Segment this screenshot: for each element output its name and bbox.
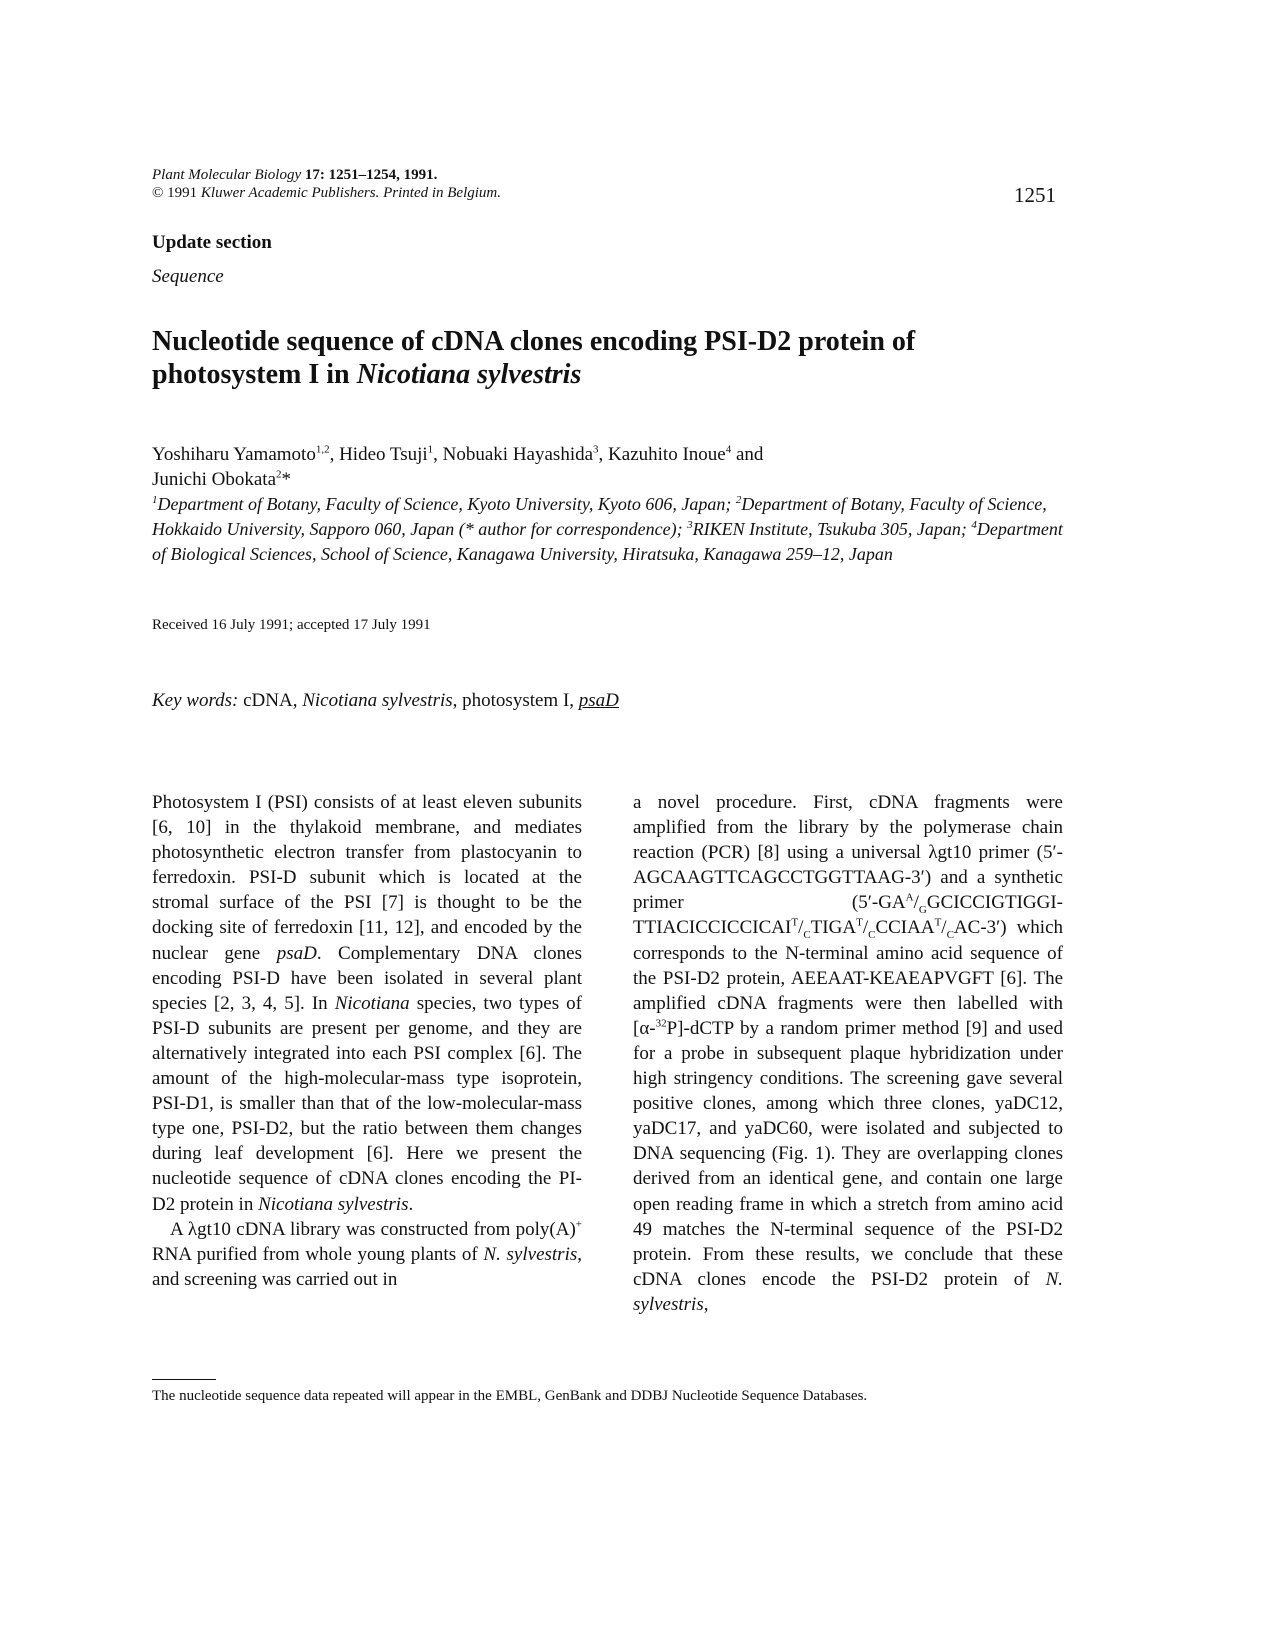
- author-sup: 1,2: [315, 443, 330, 456]
- text-run: ,: [703, 1293, 709, 1315]
- corresponding-mark: *: [281, 469, 292, 490]
- section-heading: Update section: [152, 232, 272, 253]
- gene-name: psaD: [276, 942, 317, 964]
- subscript: C: [803, 929, 811, 942]
- body-column-left: [152, 790, 582, 1292]
- superscript: T: [791, 917, 799, 930]
- superscript: A: [905, 892, 914, 905]
- title-line-2: [152, 358, 1132, 391]
- text-run: Photosystem I (PSI) consists of at least eleven subunits [6, 10] in the thylakoid membrane, and mediates photosynthetic electron transfer from plastocyanin to ferredoxin. PSI-D subunit which is located at the stromal surface of the PSI [7] is thought to be the docking site of ferredoxin [11, 12], and encoded by the nuclear gene: [152, 792, 582, 964]
- text-run: .: [408, 1193, 414, 1215]
- title-line-1: Nucleotide sequence of cDNA clones encoding PSI-D2 protein of: [152, 326, 916, 357]
- affiliations: [152, 492, 1077, 567]
- journal-citation: [152, 166, 501, 202]
- text-run: /: [798, 917, 804, 939]
- keyword: Nicotiana sylvestris: [302, 690, 453, 711]
- keywords-label: Key words:: [152, 690, 239, 711]
- paragraph: [152, 790, 582, 1217]
- text-run: TIGA: [810, 917, 857, 939]
- keyword: , photosystem I,: [452, 690, 579, 711]
- author: , Nobuaki Hayashida: [433, 444, 594, 465]
- text-run: /: [862, 917, 869, 939]
- author-sup: 2: [276, 468, 282, 481]
- affil-sup: 3: [687, 519, 693, 531]
- text-run: . Complementary DNA clones encoding PSI-D have been isolated in several plant species [2, 3, 4, 5]. In: [152, 942, 582, 1014]
- footnote: The nucleotide sequence data repeated will appear in the EMBL, GenBank and DDBJ Nucleotide Sequence Databases.: [152, 1388, 868, 1404]
- text-run: AC-3′) which corresponds to the N-terminal amino acid sequence of the PSI-D2 protein, AEEAAT-KEAEAPVGFT [6]. The amplified cDNA fragments were then labelled with [α-: [633, 917, 1063, 1039]
- species-name: N. sylvestris: [633, 1268, 1063, 1315]
- article-title: [152, 325, 1132, 391]
- publisher-line: Kluwer Academic Publishers. Printed in Belgium.: [200, 185, 502, 201]
- text-run: GCICCIGTIGGI-TTIACICCICCICAI: [633, 892, 1063, 939]
- keyword: psaD: [578, 690, 619, 711]
- text-run: A λgt10 cDNA library was constructed from poly(A): [170, 1218, 576, 1240]
- paragraph: [633, 790, 1063, 1317]
- keywords: [152, 690, 619, 712]
- affil-sup: 2: [735, 494, 742, 506]
- keyword: cDNA,: [243, 690, 303, 711]
- author-sup: 4: [725, 443, 732, 456]
- paragraph: [152, 1217, 582, 1292]
- journal-volume-pages: 17: 1251–1254, 1991.: [304, 167, 438, 183]
- subscript: C: [868, 929, 876, 942]
- author: Junichi Obokata: [152, 469, 277, 490]
- footnote-rule: [152, 1379, 216, 1380]
- affiliation: Department of Botany, Faculty of Science, Hokkaido University, Sapporo 060, Japan (* author for correspondence);: [152, 494, 1047, 539]
- author-sup: 3: [593, 443, 599, 456]
- subscript: G: [918, 904, 927, 917]
- subsection-heading: Sequence: [152, 266, 224, 287]
- genus-name: Nicotiana: [334, 992, 410, 1014]
- affiliation: RIKEN Institute, Tsukuba 305, Japan;: [692, 519, 967, 539]
- affiliation: Department of Botany, Faculty of Science, Kyoto University, Kyoto 606, Japan;: [157, 494, 732, 514]
- subscript: C: [946, 929, 954, 942]
- author: Yoshiharu Yamamoto: [152, 444, 316, 465]
- superscript: T: [856, 917, 863, 930]
- species-name: Nicotiana sylvestris: [258, 1193, 409, 1215]
- page-number: 1251: [1014, 183, 1056, 207]
- text-run: , and screening was carried out in: [152, 1243, 583, 1290]
- text-run: species, two types of PSI-D subunits are present per genome, and they are alternatively integrated into each PSI complex [6]. The amount of the high-molecular-mass type isoprotein, PSI-D1, is smaller than that of the low-molecular-mass type one, PSI-D2, but the ratio between them changes during leaf development [6]. Here we present the nucleotide sequence of cDNA clones encoding the PI-D2 protein in: [152, 992, 582, 1215]
- body-column-right: [633, 790, 1063, 1317]
- author-and: and: [731, 444, 764, 465]
- received-date: Received 16 July 1991; accepted 17 July 1991: [152, 617, 431, 633]
- journal-name: Plant Molecular Biology: [152, 167, 302, 183]
- text-run: CCIAA: [875, 917, 935, 939]
- text-run: /: [913, 892, 919, 914]
- text-run: a novel procedure. First, cDNA fragments were amplified from the library by the polymerase chain reaction (PCR) [8] using a universal λgt10 primer (5′-AGCAAGTTCAGCCTGGTTAAG-3′) and a synthetic primer (5′-GA: [633, 792, 1063, 914]
- text-run: /: [941, 917, 947, 939]
- author: , Kazuhito Inoue: [598, 444, 726, 465]
- author-sup: 1: [427, 443, 434, 456]
- superscript: T: [934, 917, 942, 930]
- author-list: [152, 442, 1112, 492]
- affiliation: Department of Biological Sciences, School of Science, Kanagawa University, Hiratsuka, Kanagawa 259–12, Japan: [152, 519, 1063, 564]
- title-plain: photosystem I in: [152, 359, 357, 390]
- superscript: 32: [655, 1017, 667, 1030]
- title-species: Nicotiana sylvestris: [356, 359, 582, 390]
- copyright-year: © 1991: [152, 185, 198, 201]
- species-name: N. sylvestris: [483, 1243, 578, 1265]
- affil-sup: 1: [152, 494, 158, 506]
- text-run: RNA purified from whole young plants of: [152, 1243, 484, 1265]
- author: , Hideo Tsuji: [329, 444, 428, 465]
- superscript: +: [575, 1218, 582, 1231]
- affil-sup: 4: [971, 519, 977, 531]
- text-run: P]-dCTP by a random primer method [9] and used for a probe in subsequent plaque hybridization under high stringency conditions. The screening gave several positive clones, among which three clones, yaDC12, yaDC17, and yaDC60, were isolated and subjected to DNA sequencing (Fig. 1). They are overlapping clones derived from an identical gene, and contain one large open reading frame in which a stretch from amino acid 49 matches the N-terminal sequence of the PSI-D2 protein. From these results, we conclude that these cDNA clones encode the PSI-D2 protein of: [633, 1017, 1063, 1290]
